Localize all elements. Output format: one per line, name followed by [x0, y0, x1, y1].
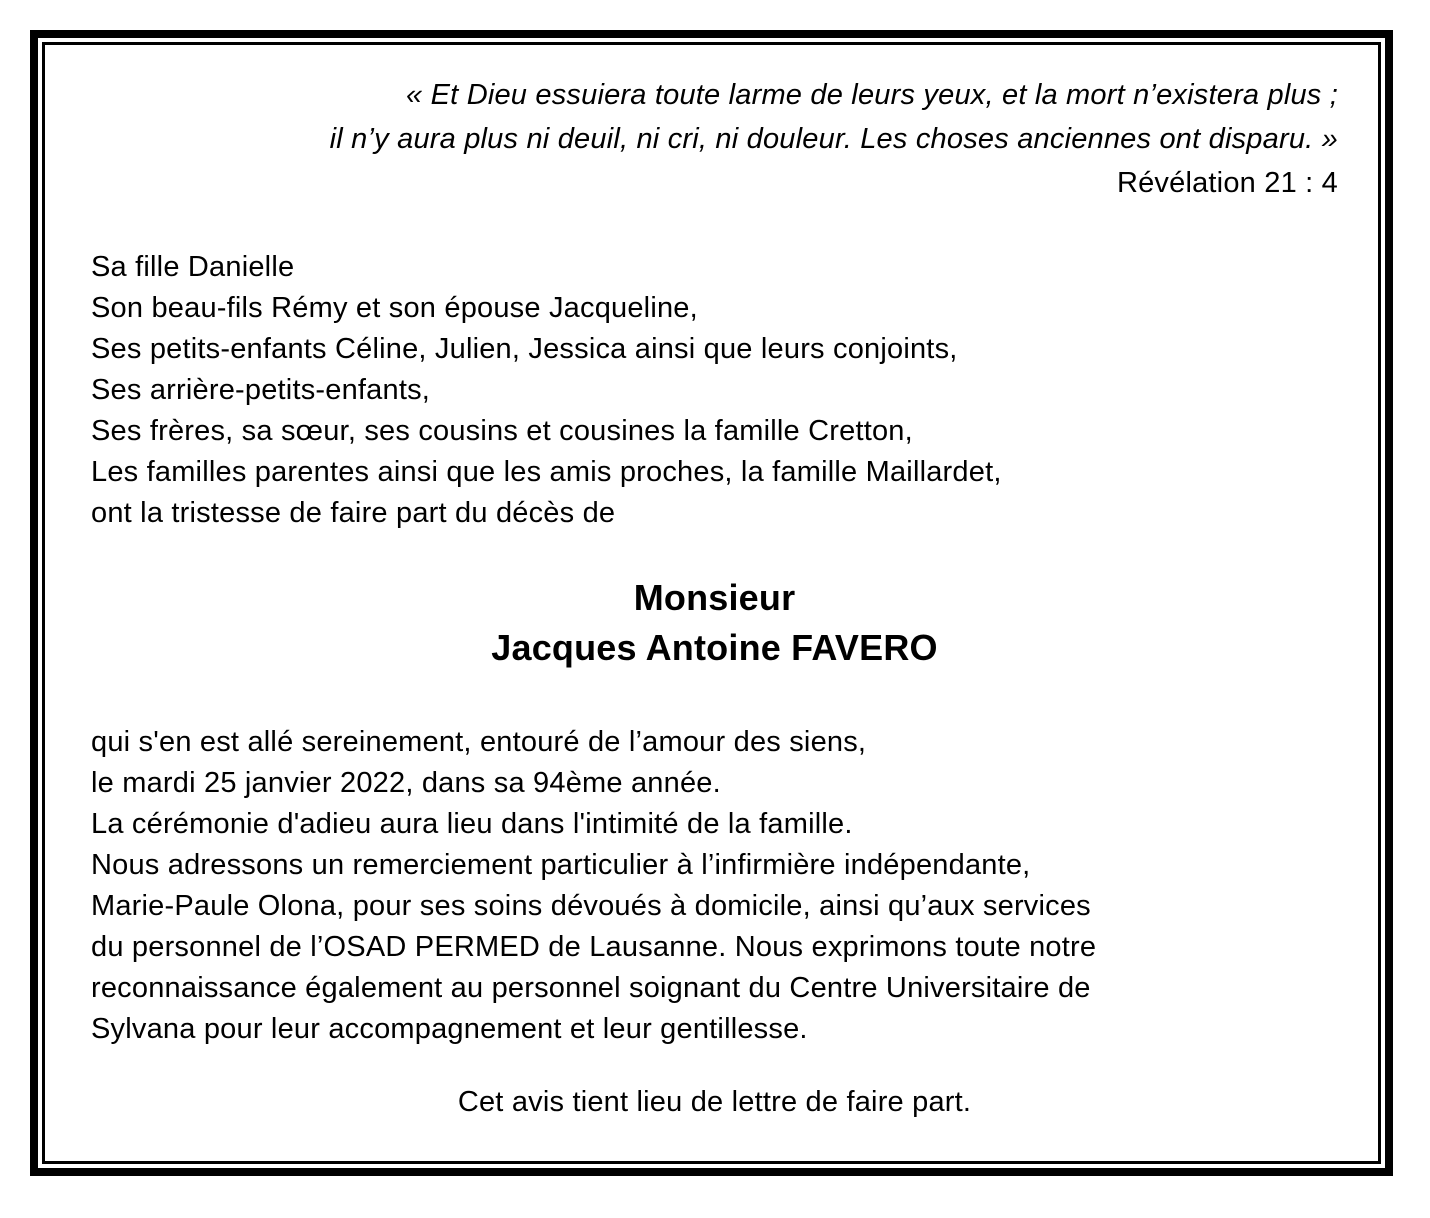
body-line: reconnaissance également au personnel soignant du Centre Universitaire de — [91, 972, 1091, 1004]
outer-border-frame — [30, 30, 1393, 1176]
body-line: du personnel de l’OSAD PERMED de Lausanne. Nous exprimons toute notre — [91, 931, 1097, 963]
body-line: Nous adressons un remerciement particulier à l’infirmière indépendante, — [91, 849, 1031, 881]
deceased-name: Jacques Antoine FAVERO — [491, 627, 938, 668]
family-line: Ses petits-enfants Céline, Julien, Jessica ainsi que leurs conjoints, — [91, 333, 958, 365]
body-line: Sylvana pour leur accompagnement et leur gentillesse. — [91, 1013, 808, 1045]
family-line: Son beau-fils Rémy et son épouse Jacqueline, — [91, 292, 698, 324]
body-line: qui s'en est allé sereinement, entouré de l’amour des siens, — [91, 726, 867, 758]
deceased-name-block — [91, 573, 1338, 673]
announcement-body — [91, 722, 1338, 1050]
closing-statement: Cet avis tient lieu de lettre de faire part. — [457, 1086, 972, 1118]
obituary-content — [45, 45, 1378, 1161]
quote-reference: Révélation 21 : 4 — [1116, 167, 1338, 199]
body-line: La cérémonie d'adieu aura lieu dans l'intimité de la famille. — [91, 808, 853, 840]
scripture-quote — [91, 73, 1338, 205]
deceased-title: Monsieur — [633, 577, 796, 618]
family-line: ont la tristesse de faire part du décès de — [91, 497, 616, 529]
family-line: Ses arrière-petits-enfants, — [91, 374, 431, 406]
family-line: Les familles parentes ainsi que les amis proches, la famille Maillardet, — [91, 456, 1002, 488]
quote-line-2: il n’y aura plus ni deuil, ni cri, ni douleur. Les choses anciennes ont disparu. » — [329, 123, 1338, 155]
body-line: Marie-Paule Olona, pour ses soins dévoués à domicile, ainsi qu’aux services — [91, 890, 1091, 922]
body-line: le mardi 25 janvier 2022, dans sa 94ème année. — [91, 767, 721, 799]
family-announcement — [91, 247, 1338, 534]
inner-border-frame — [42, 42, 1381, 1164]
quote-line-1: « Et Dieu essuiera toute larme de leurs yeux, et la mort n’existera plus ; — [406, 79, 1338, 111]
family-line: Ses frères, sa sœur, ses cousins et cousines la famille Cretton, — [91, 415, 913, 447]
family-line: Sa fille Danielle — [91, 251, 295, 283]
